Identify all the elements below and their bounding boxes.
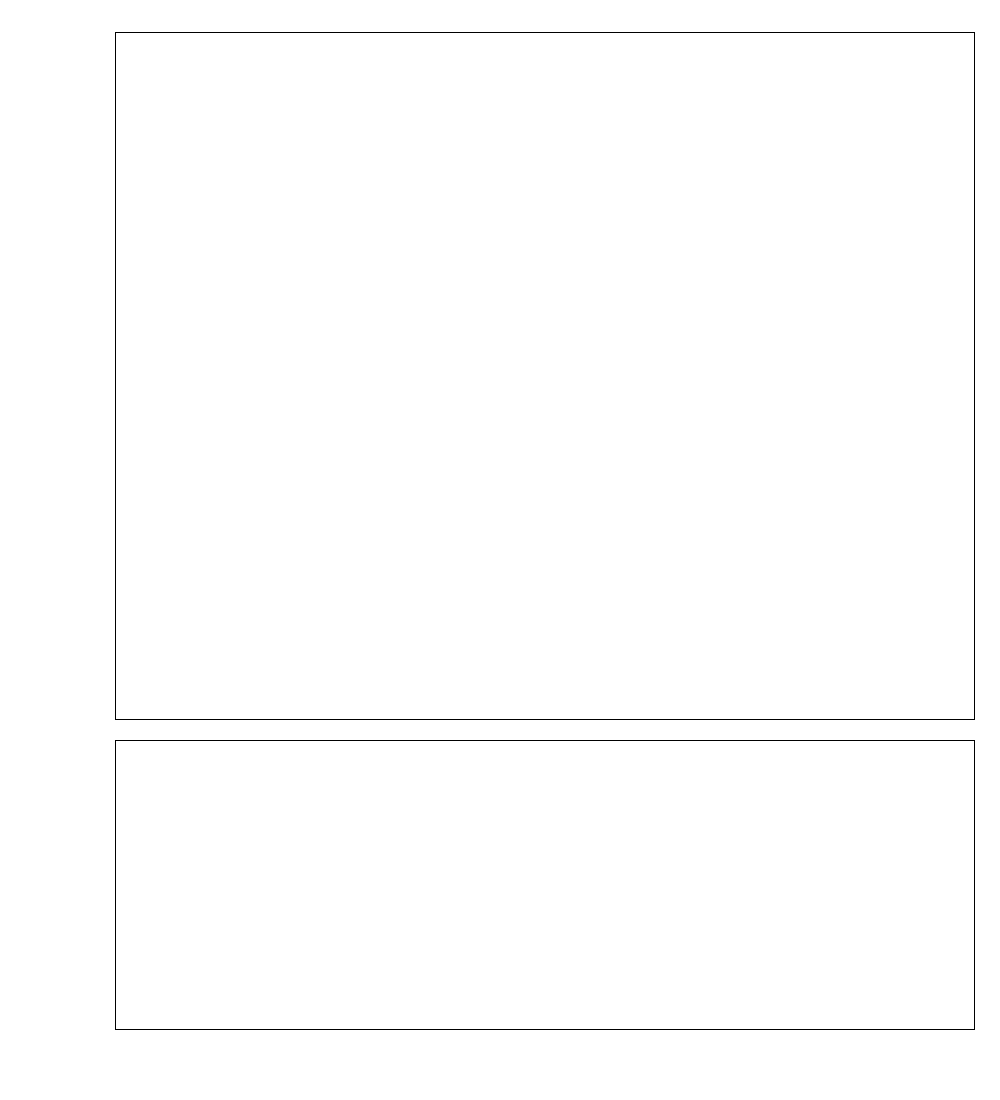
incremental-rate-plot-area [116, 33, 974, 719]
incremental-rate-plot [115, 32, 975, 720]
rupture-count-plot [115, 740, 975, 1030]
rupture-count-plot-area [116, 741, 974, 1029]
rupture-count-y-axis [0, 740, 108, 1030]
magnitude-x-axis [115, 1033, 975, 1057]
incremental-rate-y-axis [0, 32, 108, 720]
